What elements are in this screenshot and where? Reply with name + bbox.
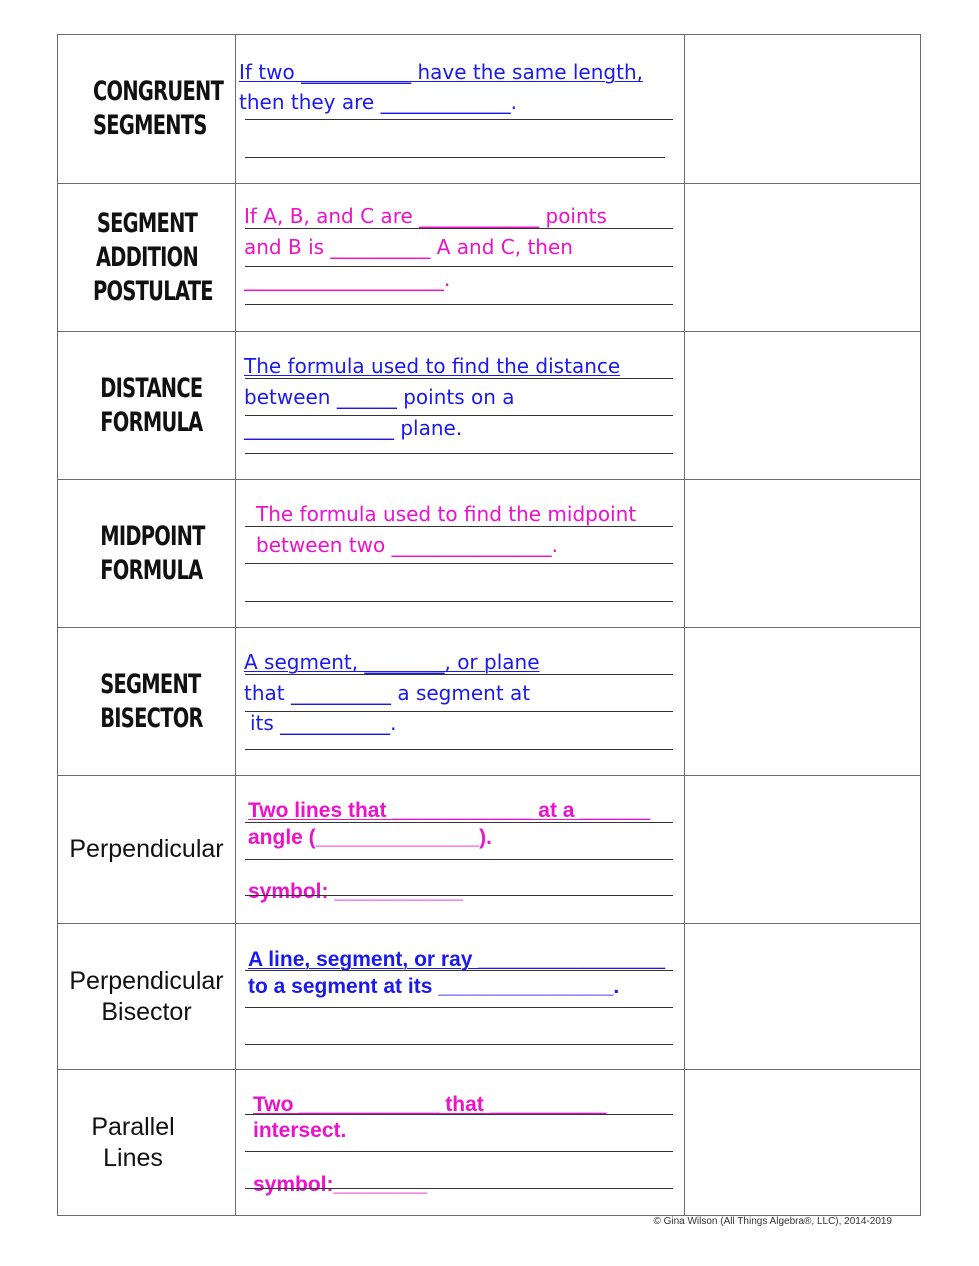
definition-line: If two ___________ have the same length, [239, 60, 643, 84]
answer-rule [245, 822, 673, 823]
definition-cell [236, 924, 685, 1070]
answer-rule [245, 228, 673, 229]
definition-line: intersect. [253, 1119, 347, 1142]
answer-rule [245, 601, 673, 602]
definition-line: angle (______________). [248, 826, 493, 849]
term-label: SEGMENT BISECTOR [99, 668, 203, 734]
answer-rule [245, 1114, 673, 1115]
table-row [58, 480, 921, 628]
definition-line: ____________________. [244, 267, 451, 291]
definition-cell [236, 332, 685, 480]
definition-line: The formula used to find the midpoint [256, 502, 637, 526]
term-cell [58, 924, 236, 1070]
table-row [58, 332, 921, 480]
table-row [58, 184, 921, 332]
answer-rule [245, 563, 673, 564]
answer-rule [245, 157, 665, 158]
definition-cell [236, 35, 685, 184]
table-row [58, 1070, 921, 1216]
notes-table [57, 34, 921, 1216]
term-label: Perpendicular [69, 835, 224, 863]
answer-rule [245, 266, 673, 267]
term-label: SEGMENT ADDITION POSTULATE [92, 207, 213, 307]
answer-rule [245, 119, 673, 120]
term-label: CONGRUENT SEGMENTS [92, 76, 223, 141]
term-cell [58, 1070, 236, 1216]
definition-line: between ______ points on a [244, 385, 515, 409]
table-row [58, 628, 921, 776]
term-cell [58, 184, 236, 332]
answer-rule [245, 304, 673, 305]
term-cell [58, 628, 236, 776]
notes-cell [685, 35, 921, 184]
definition-line: Two lines that ____________ at a ______ [248, 799, 651, 822]
answer-rule [245, 1044, 673, 1045]
definition-cell [236, 184, 685, 332]
notes-cell [685, 184, 921, 332]
term-cell [58, 332, 236, 480]
notes-cell [685, 776, 921, 924]
notes-cell [685, 480, 921, 628]
definition-line: to a segment at its _______________. [248, 975, 620, 998]
definition-line: Two ____________ that __________ [253, 1093, 607, 1116]
definition-cell [236, 480, 685, 628]
term-label: DISTANCE FORMULA [99, 372, 203, 438]
notes-cell [685, 924, 921, 1070]
answer-rule [245, 526, 673, 527]
answer-rule [245, 859, 673, 860]
answer-rule [245, 453, 673, 454]
notes-cell [685, 628, 921, 776]
definition-line: its ___________. [250, 711, 397, 735]
answer-rule [245, 1188, 673, 1189]
table-row [58, 35, 921, 184]
definition-line: that __________ a segment at [244, 681, 531, 705]
definition-line: _______________ plane. [244, 416, 463, 440]
definition-line: then they are _____________. [239, 90, 517, 114]
definition-line: A segment, ________, or plane [244, 650, 540, 674]
definition-line: and B is __________ A and C, then [244, 235, 573, 259]
answer-rule [245, 674, 673, 675]
definition-line: symbol: ___________ [248, 880, 463, 903]
answer-rule [245, 378, 673, 379]
term-label: MIDPOINT FORMULA [99, 520, 205, 586]
notes-cell [685, 332, 921, 480]
copyright-footer: © Gina Wilson (All Things Algebra®, LLC), 2014-2019 [653, 1216, 892, 1227]
definition-line: symbol:________ [253, 1173, 427, 1196]
definition-cell [236, 628, 685, 776]
answer-rule [245, 711, 673, 712]
term-cell [58, 776, 236, 924]
definition-cell [236, 1070, 685, 1216]
answer-rule [245, 415, 673, 416]
term-cell [58, 480, 236, 628]
answer-rule [245, 1151, 673, 1152]
table-row [58, 924, 921, 1070]
notes-cell [685, 1070, 921, 1216]
term-label: Perpendicular Bisector [69, 966, 224, 1026]
table-row [58, 776, 921, 924]
answer-rule [245, 895, 673, 896]
definition-line: A line, segment, or ray ________________ [248, 948, 666, 971]
term-cell [58, 35, 236, 184]
answer-rule [245, 1007, 673, 1008]
answer-rule [245, 970, 673, 971]
definition-line: between two ________________. [256, 533, 558, 557]
answer-rule [245, 749, 673, 750]
term-label: Parallel Lines [91, 1112, 175, 1172]
definition-line: If A, B, and C are ____________ points [244, 204, 607, 228]
definition-cell [236, 776, 685, 924]
definition-line: The formula used to find the distance [244, 354, 621, 378]
